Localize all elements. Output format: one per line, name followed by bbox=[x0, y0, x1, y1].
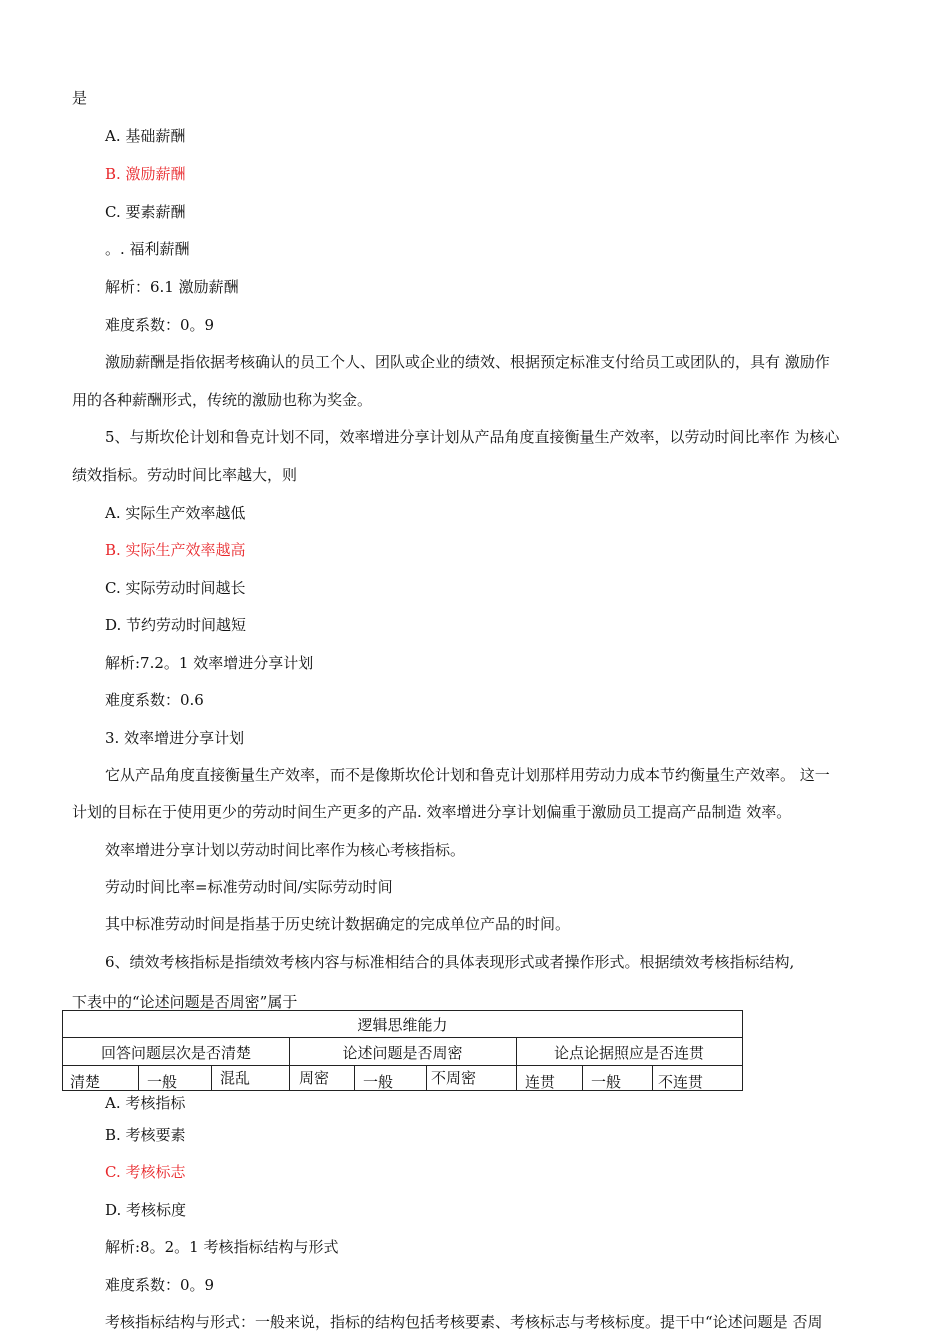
paragraph-line: 用的各种薪酬形式，传统的激励也称为奖金。 bbox=[72, 391, 373, 409]
option-b-correct: B. 激励薪酬 bbox=[105, 165, 186, 183]
option-d: D. 节约劳动时间越短 bbox=[105, 616, 247, 634]
table-cell: 周密 bbox=[299, 1069, 330, 1087]
option-d: D. 考核标度 bbox=[105, 1201, 187, 1219]
analysis-line: 解析:8。2。1 考核指标结构与形式 bbox=[105, 1238, 339, 1256]
option-c: C. 要素薪酬 bbox=[105, 203, 186, 221]
paragraph-line: 效率增进分享计划以劳动时间比率作为核心考核指标。 bbox=[105, 841, 466, 859]
question-6: 6、绩效考核指标是指绩效考核内容与标准相结合的具体表现形式或者操作形式。根据绩效考核指标结构, bbox=[105, 953, 795, 971]
paragraph-line: 其中标准劳动时间是指基于历史统计数据确定的完成单位产品的时间。 bbox=[105, 915, 571, 933]
text-line: 是 bbox=[72, 89, 88, 107]
analysis-line: 解析:7.2。1 效率增进分享计划 bbox=[105, 654, 314, 672]
option-b: B. 考核要素 bbox=[105, 1126, 186, 1144]
paragraph-line: 考核指标结构与形式：一般来说，指标的结构包括考核要素、考核标志与考核标度。提干中“论述问题是 否周 bbox=[105, 1313, 823, 1331]
question-5: 5、与斯坎伦计划和鲁克计划不同，效率增进分享计划从产品角度直接衡量生产效率，以劳动时间比率作 为核心 bbox=[105, 428, 840, 446]
difficulty-line: 难度系数：0.6 bbox=[105, 691, 204, 709]
table-cell: 一般 bbox=[363, 1073, 394, 1091]
difficulty-line: 难度系数：0。9 bbox=[105, 316, 215, 334]
paragraph-line: 它从产品角度直接衡量生产效率，而不是像斯坎伦计划和鲁克计划那样用劳动力成本节约衡量生产效率。 这一 bbox=[105, 766, 830, 784]
table-group: 论述问题是否周密 bbox=[342, 1044, 463, 1062]
table-cell: 一般 bbox=[591, 1073, 622, 1091]
formula-line: 劳动时间比率=标准劳动时间/实际劳动时间 bbox=[105, 878, 393, 896]
question-5-cont: 绩效指标。劳动时间比率越大，则 bbox=[72, 466, 298, 484]
table-cell: 混乱 bbox=[220, 1069, 251, 1087]
section-heading: 3. 效率增进分享计划 bbox=[105, 729, 245, 747]
criteria-table bbox=[62, 1010, 743, 1091]
table-title: 逻辑思维能力 bbox=[357, 1016, 448, 1034]
table-group: 论点论据照应是否连贯 bbox=[553, 1044, 704, 1062]
option-a: A. 基础薪酬 bbox=[105, 127, 186, 145]
analysis-line: 解析：6.1 激励薪酬 bbox=[105, 278, 239, 296]
table-cell: 不周密 bbox=[431, 1069, 477, 1087]
option-c: C. 实际劳动时间越长 bbox=[105, 579, 246, 597]
difficulty-line: 难度系数：0。9 bbox=[105, 1276, 215, 1294]
table-group: 回答问题层次是否清楚 bbox=[100, 1044, 251, 1062]
option-d: 。. 福利薪酬 bbox=[105, 240, 190, 258]
table-cell: 不连贯 bbox=[658, 1073, 704, 1091]
option-a: A. 考核指标 bbox=[105, 1094, 186, 1112]
table-cell: 一般 bbox=[147, 1073, 178, 1091]
option-b-correct: B. 实际生产效率越高 bbox=[105, 541, 246, 559]
table-cell: 连贯 bbox=[525, 1073, 556, 1091]
question-6-cont: 下表中的“论述问题是否周密”属于 bbox=[72, 993, 298, 1011]
option-c-correct: C. 考核标志 bbox=[105, 1163, 186, 1181]
table-cell: 清楚 bbox=[70, 1073, 101, 1091]
paragraph-line: 激励薪酬是指依据考核确认的员工个人、团队或企业的绩效、根据预定标准支付给员工或团队的，具有 激励作 bbox=[105, 353, 830, 371]
option-a: A. 实际生产效率越低 bbox=[105, 504, 246, 522]
paragraph-line: 计划的目标在于使用更少的劳动时间生产更多的产品. 效率增进分享计划偏重于激励员工提高产品制造 效率。 bbox=[72, 803, 792, 821]
